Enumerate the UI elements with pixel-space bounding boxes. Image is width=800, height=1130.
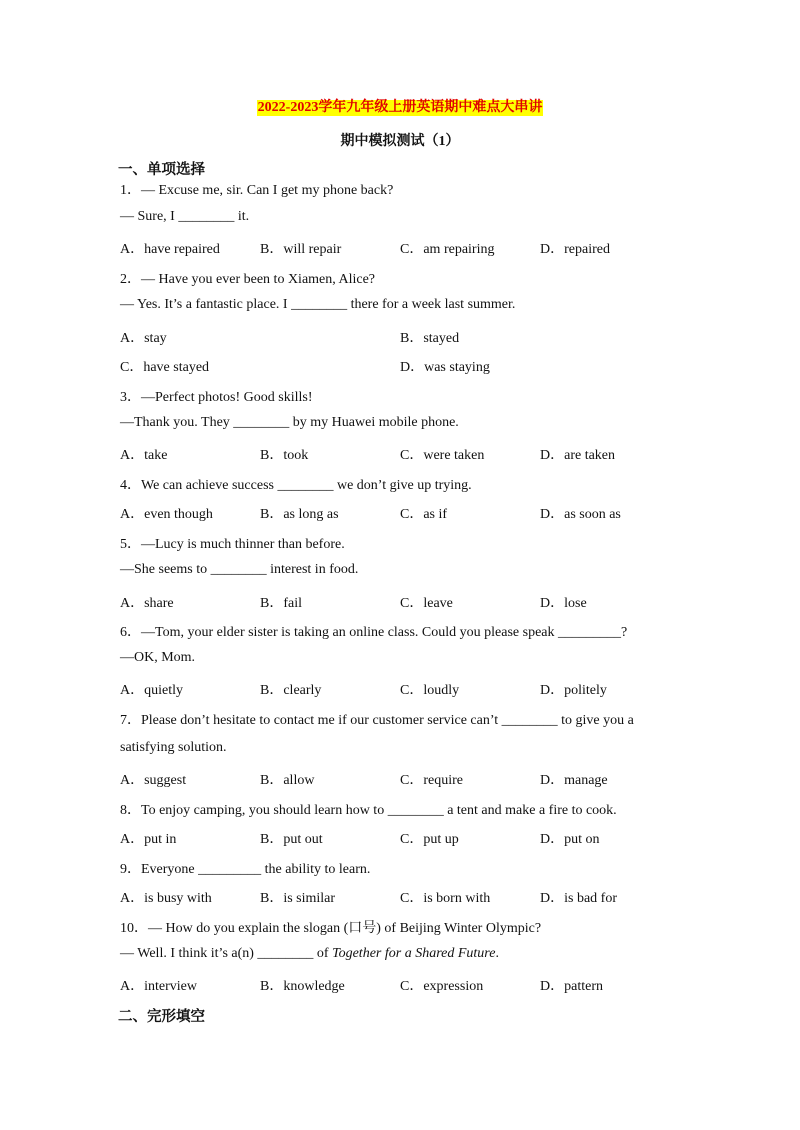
page-title: 2022-2023学年九年级上册英语期中难点大串讲 [257, 100, 543, 115]
question-10-option-b: B．knowledge [260, 979, 345, 994]
question-3-option-c: C．were taken [400, 448, 485, 463]
question-1-option-a: A．have repaired [120, 242, 220, 257]
question-10-line2 [120, 946, 499, 962]
section-heading-2: 二、完形填空 [118, 1009, 205, 1025]
question-7-option-d: D．manage [540, 773, 608, 788]
question-2-option-d: D．was staying [400, 360, 490, 375]
page-subtitle: 期中模拟测试（1） [340, 134, 460, 149]
question-1-option-b: B．will repair [260, 242, 342, 257]
question-1-option-d: D．repaired [540, 242, 610, 257]
question-2-option-a: A．stay [120, 331, 167, 346]
question-1-stem: 1．— Excuse me, sir. Can I get my phone back? [120, 183, 394, 198]
question-7-line2: satisfying solution. [120, 740, 227, 755]
question-10-line2-pre: — Well. I think it’s a(n) ________ of [120, 946, 333, 961]
question-3-option-a: A．take [120, 448, 168, 463]
question-6-line2: —OK, Mom. [120, 650, 196, 665]
question-1-option-c: C．am repairing [400, 242, 495, 257]
question-10-option-a: A．interview [120, 979, 197, 994]
question-4-option-a: A．even though [120, 507, 213, 522]
question-8-stem: 8．To enjoy camping, you should learn how to ________ a tent and make a fire to cook. [120, 803, 617, 818]
title-wrap [0, 98, 800, 116]
question-9-option-d: D．is bad for [540, 891, 617, 906]
question-6-stem: 6．—Tom, your elder sister is taking an online class. Could you please speak _________? [120, 625, 628, 640]
question-2-option-c: C．have stayed [120, 360, 210, 375]
section-heading-1: 一、单项选择 [118, 162, 205, 178]
question-10-stem: 10．— How do you explain the slogan (口号) of Beijing Winter Olympic? [120, 921, 542, 936]
question-4-option-d: D．as soon as [540, 507, 621, 522]
question-10-option-d: D．pattern [540, 979, 603, 994]
question-4-option-b: B．as long as [260, 507, 339, 522]
question-8-option-c: C．put up [400, 832, 459, 847]
question-6-option-a: A．quietly [120, 683, 183, 698]
question-6-option-d: D．politely [540, 683, 607, 698]
question-9-stem: 9．Everyone _________ the ability to learn. [120, 862, 371, 877]
question-2-option-b: B．stayed [400, 331, 460, 346]
question-2-stem: 2．— Have you ever been to Xiamen, Alice? [120, 272, 376, 287]
question-3-line2: —Thank you. They ________ by my Huawei mobile phone. [120, 415, 459, 430]
question-5-option-c: C．leave [400, 596, 453, 611]
question-5-option-b: B．fail [260, 596, 302, 611]
question-7-option-b: B．allow [260, 773, 315, 788]
question-10-line2-post: . [495, 946, 499, 961]
question-6-option-c: C．loudly [400, 683, 460, 698]
question-3-stem: 3．—Perfect photos! Good skills! [120, 390, 313, 405]
question-7-option-a: A．suggest [120, 773, 187, 788]
question-5-option-d: D．lose [540, 596, 587, 611]
question-7-stem: 7．Please don’t hesitate to contact me if our customer service can’t ________ to give you a [120, 713, 634, 728]
question-8-option-a: A．put in [120, 832, 177, 847]
question-5-option-a: A．share [120, 596, 174, 611]
question-3-option-b: B．took [260, 448, 309, 463]
question-10-option-c: C．expression [400, 979, 484, 994]
question-4-option-c: C．as if [400, 507, 448, 522]
question-10-slogan: Together for a Shared Future [332, 946, 496, 961]
question-1-line2: — Sure, I ________ it. [120, 209, 250, 224]
question-9-option-c: C．is born with [400, 891, 491, 906]
question-6-option-b: B．clearly [260, 683, 322, 698]
question-8-option-b: B．put out [260, 832, 323, 847]
question-5-line2: —She seems to ________ interest in food. [120, 562, 359, 577]
question-2-line2: — Yes. It’s a fantastic place. I ________ there for a week last summer. [120, 297, 516, 312]
question-5-stem: 5．—Lucy is much thinner than before. [120, 537, 345, 552]
question-8-option-d: D．put on [540, 832, 600, 847]
question-3-option-d: D．are taken [540, 448, 616, 463]
question-9-option-b: B．is similar [260, 891, 336, 906]
question-7-option-c: C．require [400, 773, 463, 788]
question-9-option-a: A．is busy with [120, 891, 212, 906]
question-4-stem: 4．We can achieve success ________ we don’t give up trying. [120, 478, 472, 493]
